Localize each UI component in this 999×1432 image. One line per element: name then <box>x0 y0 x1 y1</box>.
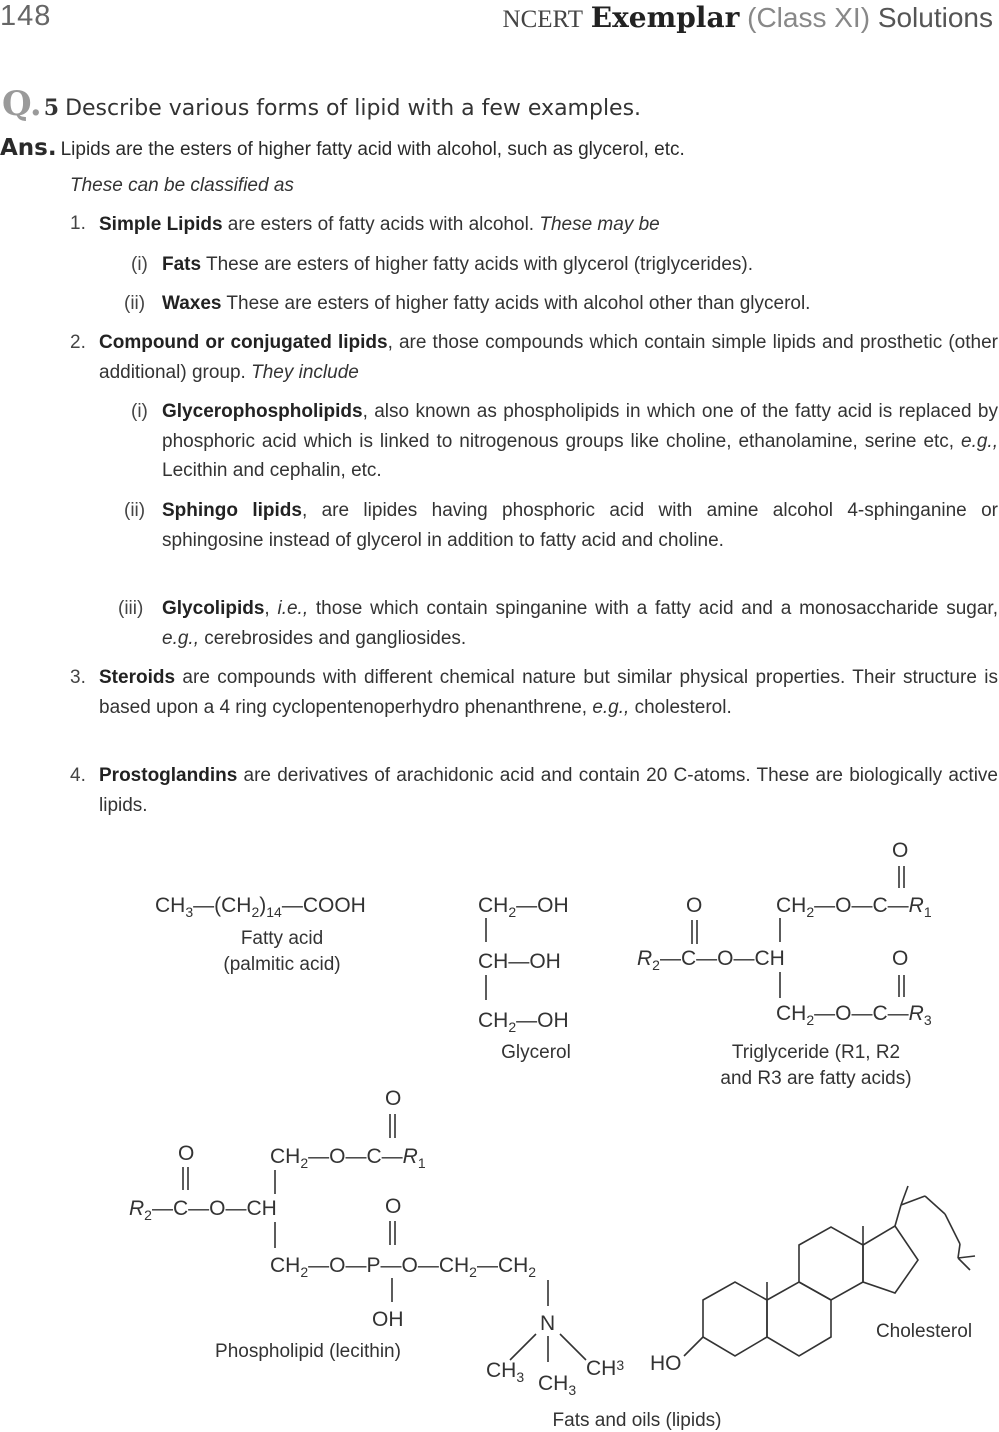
page-number: 148 <box>0 0 52 32</box>
glycolipids-text2: cerebrosides and gangliosides. <box>198 627 467 649</box>
fats-term: Fats <box>162 254 202 275</box>
item-1-term: Simple Lipids <box>99 214 223 235</box>
svg-text:R2—C—O—CH: $R_2—C—O—CH$ <box>129 1197 277 1223</box>
glycerophospholipids-eg: e.g., <box>961 430 998 452</box>
glycerol-caption: Glycerol <box>501 1042 571 1063</box>
item-2-sub-3: Glycolipids, i.e., those which contain spinganine with a fatty acid and a monosaccharide sugar, e.g., cerebrosides and gangliosides. <box>162 598 998 649</box>
item-3-number: 3. <box>70 667 86 688</box>
svg-text:CH2—OH: $CH_2—OH$ <box>478 894 569 920</box>
question-number: 5 <box>43 95 60 121</box>
fats-text: These are esters of higher fatty acids with glycerol (triglycerides). <box>201 254 754 275</box>
svg-text:O: O <box>686 894 703 917</box>
glycerophospholipids-text: , also known as phospholipids in which one of the fatty acid is replaced by phosphoric acid which is linked to nitrogenous groups like choline, ethanolamine, serine etc, <box>162 401 998 452</box>
svg-text:O: O <box>892 839 909 862</box>
item-1-number: 1. <box>70 213 86 234</box>
triglyceride-caption-1: Triglyceride (R1, R2 <box>731 1042 901 1063</box>
svg-text:CH2—O—P—O—CH2—CH2: $CH_2—O—P—O—CH_2—CH_2$ <box>270 1254 537 1280</box>
cholesterol-ho: HO <box>650 1352 682 1375</box>
answer-label: Ans. <box>0 135 57 161</box>
svg-text:CH—OH: CH—OH <box>478 950 561 973</box>
cholesterol-caption: Cholesterol <box>875 1321 973 1342</box>
classified-text: These can be classified as <box>70 175 294 196</box>
svg-text:CH2—O—C—R1: $CH_2—O—C—R_1$ <box>776 894 932 920</box>
header-solutions: Solutions <box>877 2 993 33</box>
item-2-number: 2. <box>70 332 86 353</box>
question-marker: Q. <box>2 84 42 124</box>
answer-intro-text: Lipids are the esters of higher fatty acid with alcohol, such as glycerol, etc. <box>60 139 685 160</box>
sphingo-term: Sphingo lipids <box>162 500 302 521</box>
triglyceride-caption-2: and R3 are fatty acids) <box>720 1068 912 1089</box>
glycerophospholipids-text2: Lecithin and cephalin, etc. <box>162 460 382 481</box>
svg-text:CH2—O—C—R3: $CH_2—O—C—R_3$ <box>776 1002 932 1028</box>
item-1-sub-1-number: (i) <box>131 254 148 275</box>
item-1-text: are esters of fatty acids with alcohol. <box>222 214 540 235</box>
item-2-sub-3-number: (iii) <box>118 598 144 619</box>
svg-text:O: O <box>178 1142 195 1165</box>
sphingo-text: , are lipides having phosphoric acid with amine alcohol 4-sphinganine or sphingosine instead of glycerol in addition to fatty acid and choline. <box>162 500 998 551</box>
question-text: Describe various forms of lipid with a few examples. <box>65 96 642 121</box>
steroids-text: are compounds with different chemical nature but similar physical properties. Their structure is based upon a 4 ring cyclopentenoperhydro phenanthrene, <box>99 667 998 718</box>
svg-text:CH3: $CH^3$ <box>586 1357 625 1380</box>
svg-text:O: O <box>892 947 909 970</box>
glycolipids-ie: i.e., <box>277 598 309 619</box>
svg-text:OH: OH <box>372 1308 404 1331</box>
item-2-tail: They include <box>251 361 359 383</box>
item-4-number: 4. <box>70 765 86 786</box>
glycolipids-text: those which contain spinganine with a fatty acid and a monosaccharide sugar, <box>308 598 998 619</box>
prostoglandins-term: Prostoglandins <box>99 765 238 786</box>
item-2-text: , are those compounds which contain simple lipids and prosthetic (other additional) group. <box>99 332 998 383</box>
item-2-sub-2-number: (ii) <box>124 500 146 521</box>
glycerophospholipids-term: Glycerophospholipids <box>162 401 363 422</box>
item-2-term: Compound or conjugated lipids <box>99 332 388 353</box>
steroids-eg: e.g., <box>592 696 630 718</box>
waxes-term: Waxes <box>162 293 222 314</box>
phospholipid-caption: Phospholipid (lecithin) <box>215 1341 401 1362</box>
steroids-term: Steroids <box>99 667 176 688</box>
svg-text:CH2—O—C—R1: $CH_2—O—C—R_1$ <box>270 1145 426 1171</box>
svg-text:O: O <box>385 1195 402 1218</box>
figure-caption: Fats and oils (lipids) <box>552 1410 722 1431</box>
svg-text:CH3: $CH_3$ <box>486 1359 525 1385</box>
svg-text:N: N <box>540 1312 556 1335</box>
steroids-text2: cholesterol. <box>629 696 732 718</box>
fatty-acid-caption-1: Fatty acid <box>240 928 324 949</box>
header-class: (Class XI) <box>747 2 871 33</box>
header-ncert: NCERT <box>502 6 583 33</box>
svg-text:CH3—(CH2)14—COOH: $CH_3—(CH_2)_{14}—COOH$ <box>155 894 366 920</box>
header-exemplar: Exemplar <box>590 1 740 34</box>
glycolipids-term: Glycolipids <box>162 598 265 619</box>
svg-text:CH2—OH: $CH_2—OH$ <box>478 1009 569 1035</box>
svg-text:R2—C—O—CH: $R_2—C—O—CH$ <box>637 947 785 973</box>
glycolipids-eg: e.g., <box>162 627 199 649</box>
waxes-text: These are esters of higher fatty acids with alcohol other than glycerol. <box>221 293 811 314</box>
item-1-tail: These may be <box>539 214 660 235</box>
svg-text:O: O <box>385 1087 402 1110</box>
item-1-sub-2-number: (ii) <box>124 293 146 314</box>
item-2-sub-1-number: (i) <box>131 401 148 422</box>
prostoglandins-text: are derivatives of arachidonic acid and contain 20 C-atoms. These are biologically active lipids. <box>99 765 998 816</box>
svg-text:CH3: $CH_3$ <box>538 1372 577 1398</box>
fatty-acid-caption-2: (palmitic acid) <box>223 954 341 975</box>
